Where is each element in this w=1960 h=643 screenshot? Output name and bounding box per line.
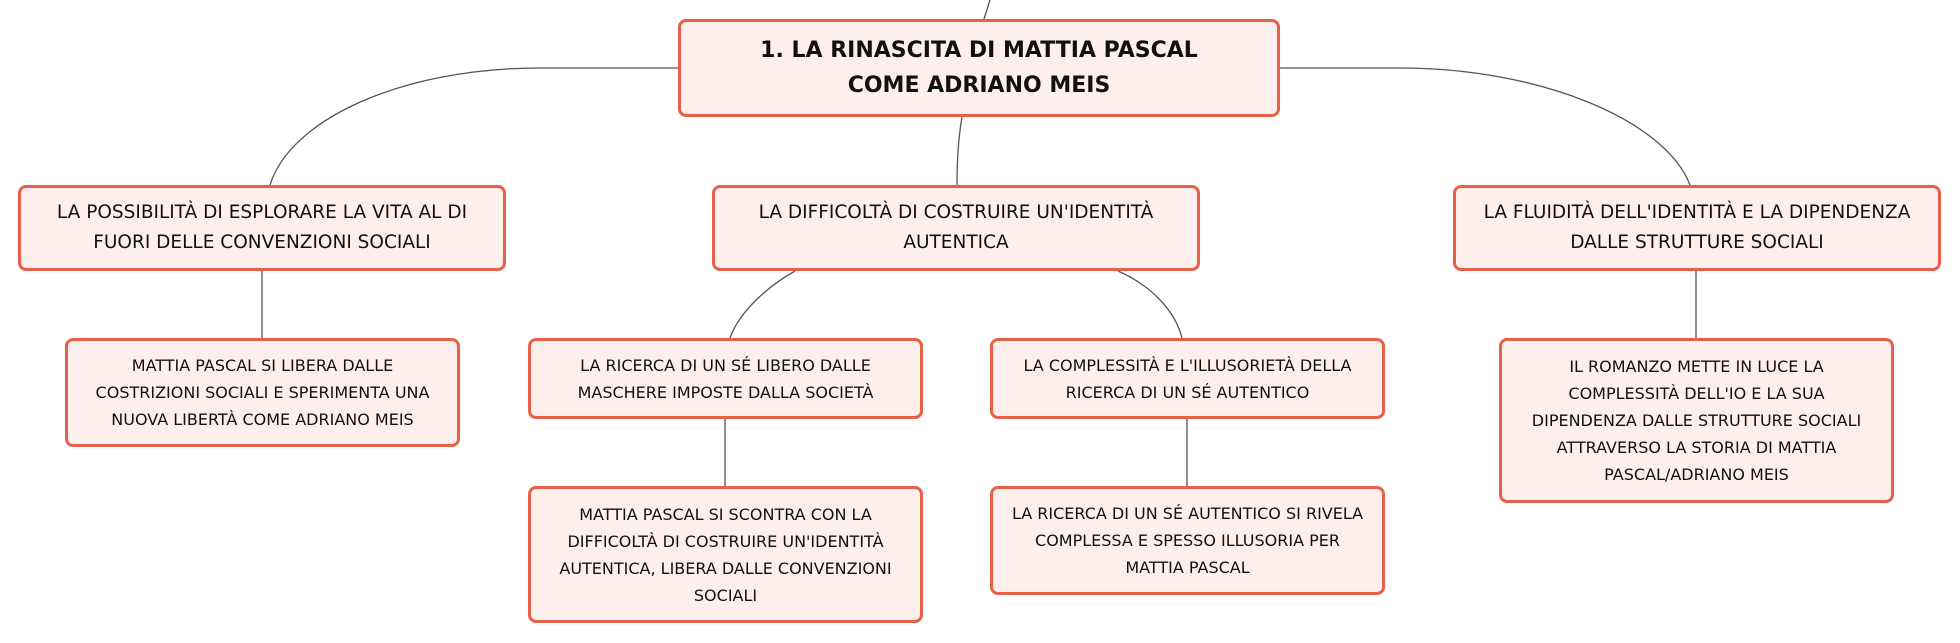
connector-difficult-to-ricerca <box>730 271 795 338</box>
connector-root-parent <box>984 0 990 19</box>
subtopic-label: LA COMPLESSITÀ E L'ILLUSORIETÀ DELLA RICERCA DI UN SÉ AUTENTICO <box>1023 355 1352 402</box>
connector-root-to-explore <box>270 68 678 185</box>
topic-label: LA POSSIBILITÀ DI ESPLORARE LA VITA AL DI FUORI DELLE CONVENZIONI SOCIALI <box>56 202 468 253</box>
connector-root-to-fluid <box>1280 68 1690 185</box>
root-topic-node[interactable] <box>678 19 1280 117</box>
subtopic-label: MATTIA PASCAL SI SCONTRA CON LA DIFFICOLTÀ DI COSTRUIRE UN'IDENTITÀ AUTENTICA, LIBERA DALLE CONVENZIONI SOCIALI <box>559 504 892 605</box>
subtopic-label: LA RICERCA DI UN SÉ AUTENTICO SI RIVELA COMPLESSA E SPESSO ILLUSORIA PER MATTIA PASCAL <box>1011 504 1364 577</box>
subtopic-node-romanzo[interactable] <box>1499 338 1894 503</box>
subtopic-node-si-rivela[interactable] <box>990 486 1385 595</box>
topic-node-difficolta-identita[interactable] <box>712 185 1200 271</box>
subtopic-node-complessita-illusorieta[interactable] <box>990 338 1385 419</box>
connector-difficult-to-complex <box>1118 271 1182 338</box>
subtopic-node-ricerca-se-libero[interactable] <box>528 338 923 419</box>
topic-label: LA FLUIDITÀ DELL'IDENTITÀ E LA DIPENDENZA DALLE STRUTTURE SOCIALI <box>1483 202 1911 253</box>
subtopic-node-si-libera[interactable] <box>65 338 460 447</box>
topic-node-esplorare-vita[interactable] <box>18 185 506 271</box>
subtopic-node-si-scontra[interactable] <box>528 486 923 623</box>
topic-node-fluidita-identita[interactable] <box>1453 185 1941 271</box>
topic-label: LA DIFFICOLTÀ DI COSTRUIRE UN'IDENTITÀ AUTENTICA <box>758 202 1154 253</box>
subtopic-label: LA RICERCA DI UN SÉ LIBERO DALLE MASCHERE IMPOSTE DALLA SOCIETÀ <box>577 355 874 402</box>
subtopic-label: IL ROMANZO METTE IN LUCE LA COMPLESSITÀ DELL'IO E LA SUA DIPENDENZA DALLE STRUTTURE SOCIALI ATTRAVERSO LA STORIA DI MATTIA PASCAL/ADRIANO MEIS <box>1531 357 1862 484</box>
connector-root-to-difficult <box>957 117 962 185</box>
subtopic-label: MATTIA PASCAL SI LIBERA DALLE COSTRIZIONI SOCIALI E SPERIMENTA UNA NUOVA LIBERTÀ COME ADRIANO MEIS <box>95 356 430 429</box>
root-topic-label: 1. LA RINASCITA DI MATTIA PASCAL COME ADRIANO MEIS <box>760 38 1198 98</box>
